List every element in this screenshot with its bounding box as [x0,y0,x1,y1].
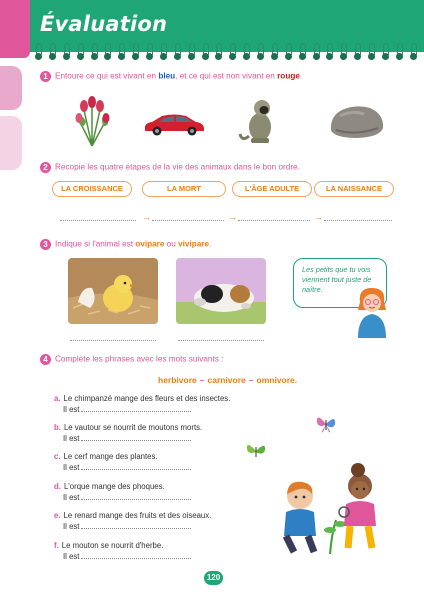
exercise-item: f. Le mouton se nourrit d'herbe. Il est . [54,541,192,561]
answer-line[interactable] [152,220,224,221]
side-tab [0,66,22,110]
stage-label[interactable]: L'ÂGE ADULTE [232,181,312,197]
arrow-icon: → [314,212,323,222]
tulip-bouquet-image[interactable] [72,92,112,148]
question-number: 3 [40,239,51,250]
question-3: 3 Indique si l'animal est ovipare ou vivipare. [40,239,211,250]
answer-line[interactable] [81,405,189,412]
stage-label[interactable]: LA NAISSANCE [314,181,394,197]
question-1: 1 Entoure ce qui est vivant en bleu, et ce qui est non vivant en rouge. [40,71,302,82]
question-number: 1 [40,71,51,82]
question-4: 4 Complète les phrases avec les mots suivants : [40,354,223,365]
answer-line[interactable] [178,340,264,341]
question-number: 4 [40,354,51,365]
answer-line[interactable] [238,220,310,221]
exercise-item: d. L'orque mange des phoques. Il est . [54,482,192,502]
exercise-item: a. Le chimpanzé mange des fleurs et des insectes. Il est . [54,394,231,414]
word-living: bleu [158,71,176,81]
question-2: 2 Recopie les quatre étapes de la vie des animaux dans le bon ordre. [40,162,300,173]
exercise-item: c. Le cerf mange des plantes. Il est . [54,452,192,472]
guinea-pig-photo[interactable] [176,258,266,324]
exercise-item: b. Le vautour se nourrit de moutons morts. Il est . [54,423,203,443]
butterfly-icon [244,440,268,462]
page-title: Évaluation [40,12,168,36]
header-pink-band [0,0,30,58]
page-number: 120 [204,571,223,585]
answer-line[interactable] [81,522,189,529]
answer-line[interactable] [81,552,189,559]
answer-line[interactable] [81,463,189,470]
speech-bubble: Les petits que tu vois viennent tout juste de naître. [293,258,387,308]
answer-line[interactable] [70,340,156,341]
answer-line[interactable] [81,493,189,500]
question-number: 2 [40,162,51,173]
word-bank: herbivore – carnivore – omnivore. [158,375,298,385]
red-car-image[interactable] [142,111,206,137]
rock-image[interactable] [328,102,386,140]
stage-label[interactable]: LA CROISSANCE [52,181,132,197]
answer-line[interactable] [81,434,189,441]
butterfly-icon [314,412,338,436]
girl-character-icon [352,286,392,338]
word-nonliving: rouge [277,71,300,81]
answer-line[interactable] [324,220,392,221]
side-tab [0,116,22,170]
monkey-image[interactable] [238,96,282,146]
children-illustration-icon [278,462,388,560]
exercise-item: e. Le renard mange des fruits et des oiseaux. Il est . [54,511,212,531]
arrow-icon: → [228,212,237,222]
spiral-binding [34,43,424,61]
answer-line[interactable] [60,220,136,221]
chick-photo[interactable] [68,258,158,324]
arrow-icon: → [142,212,151,222]
stage-label[interactable]: LA MORT [142,181,226,197]
